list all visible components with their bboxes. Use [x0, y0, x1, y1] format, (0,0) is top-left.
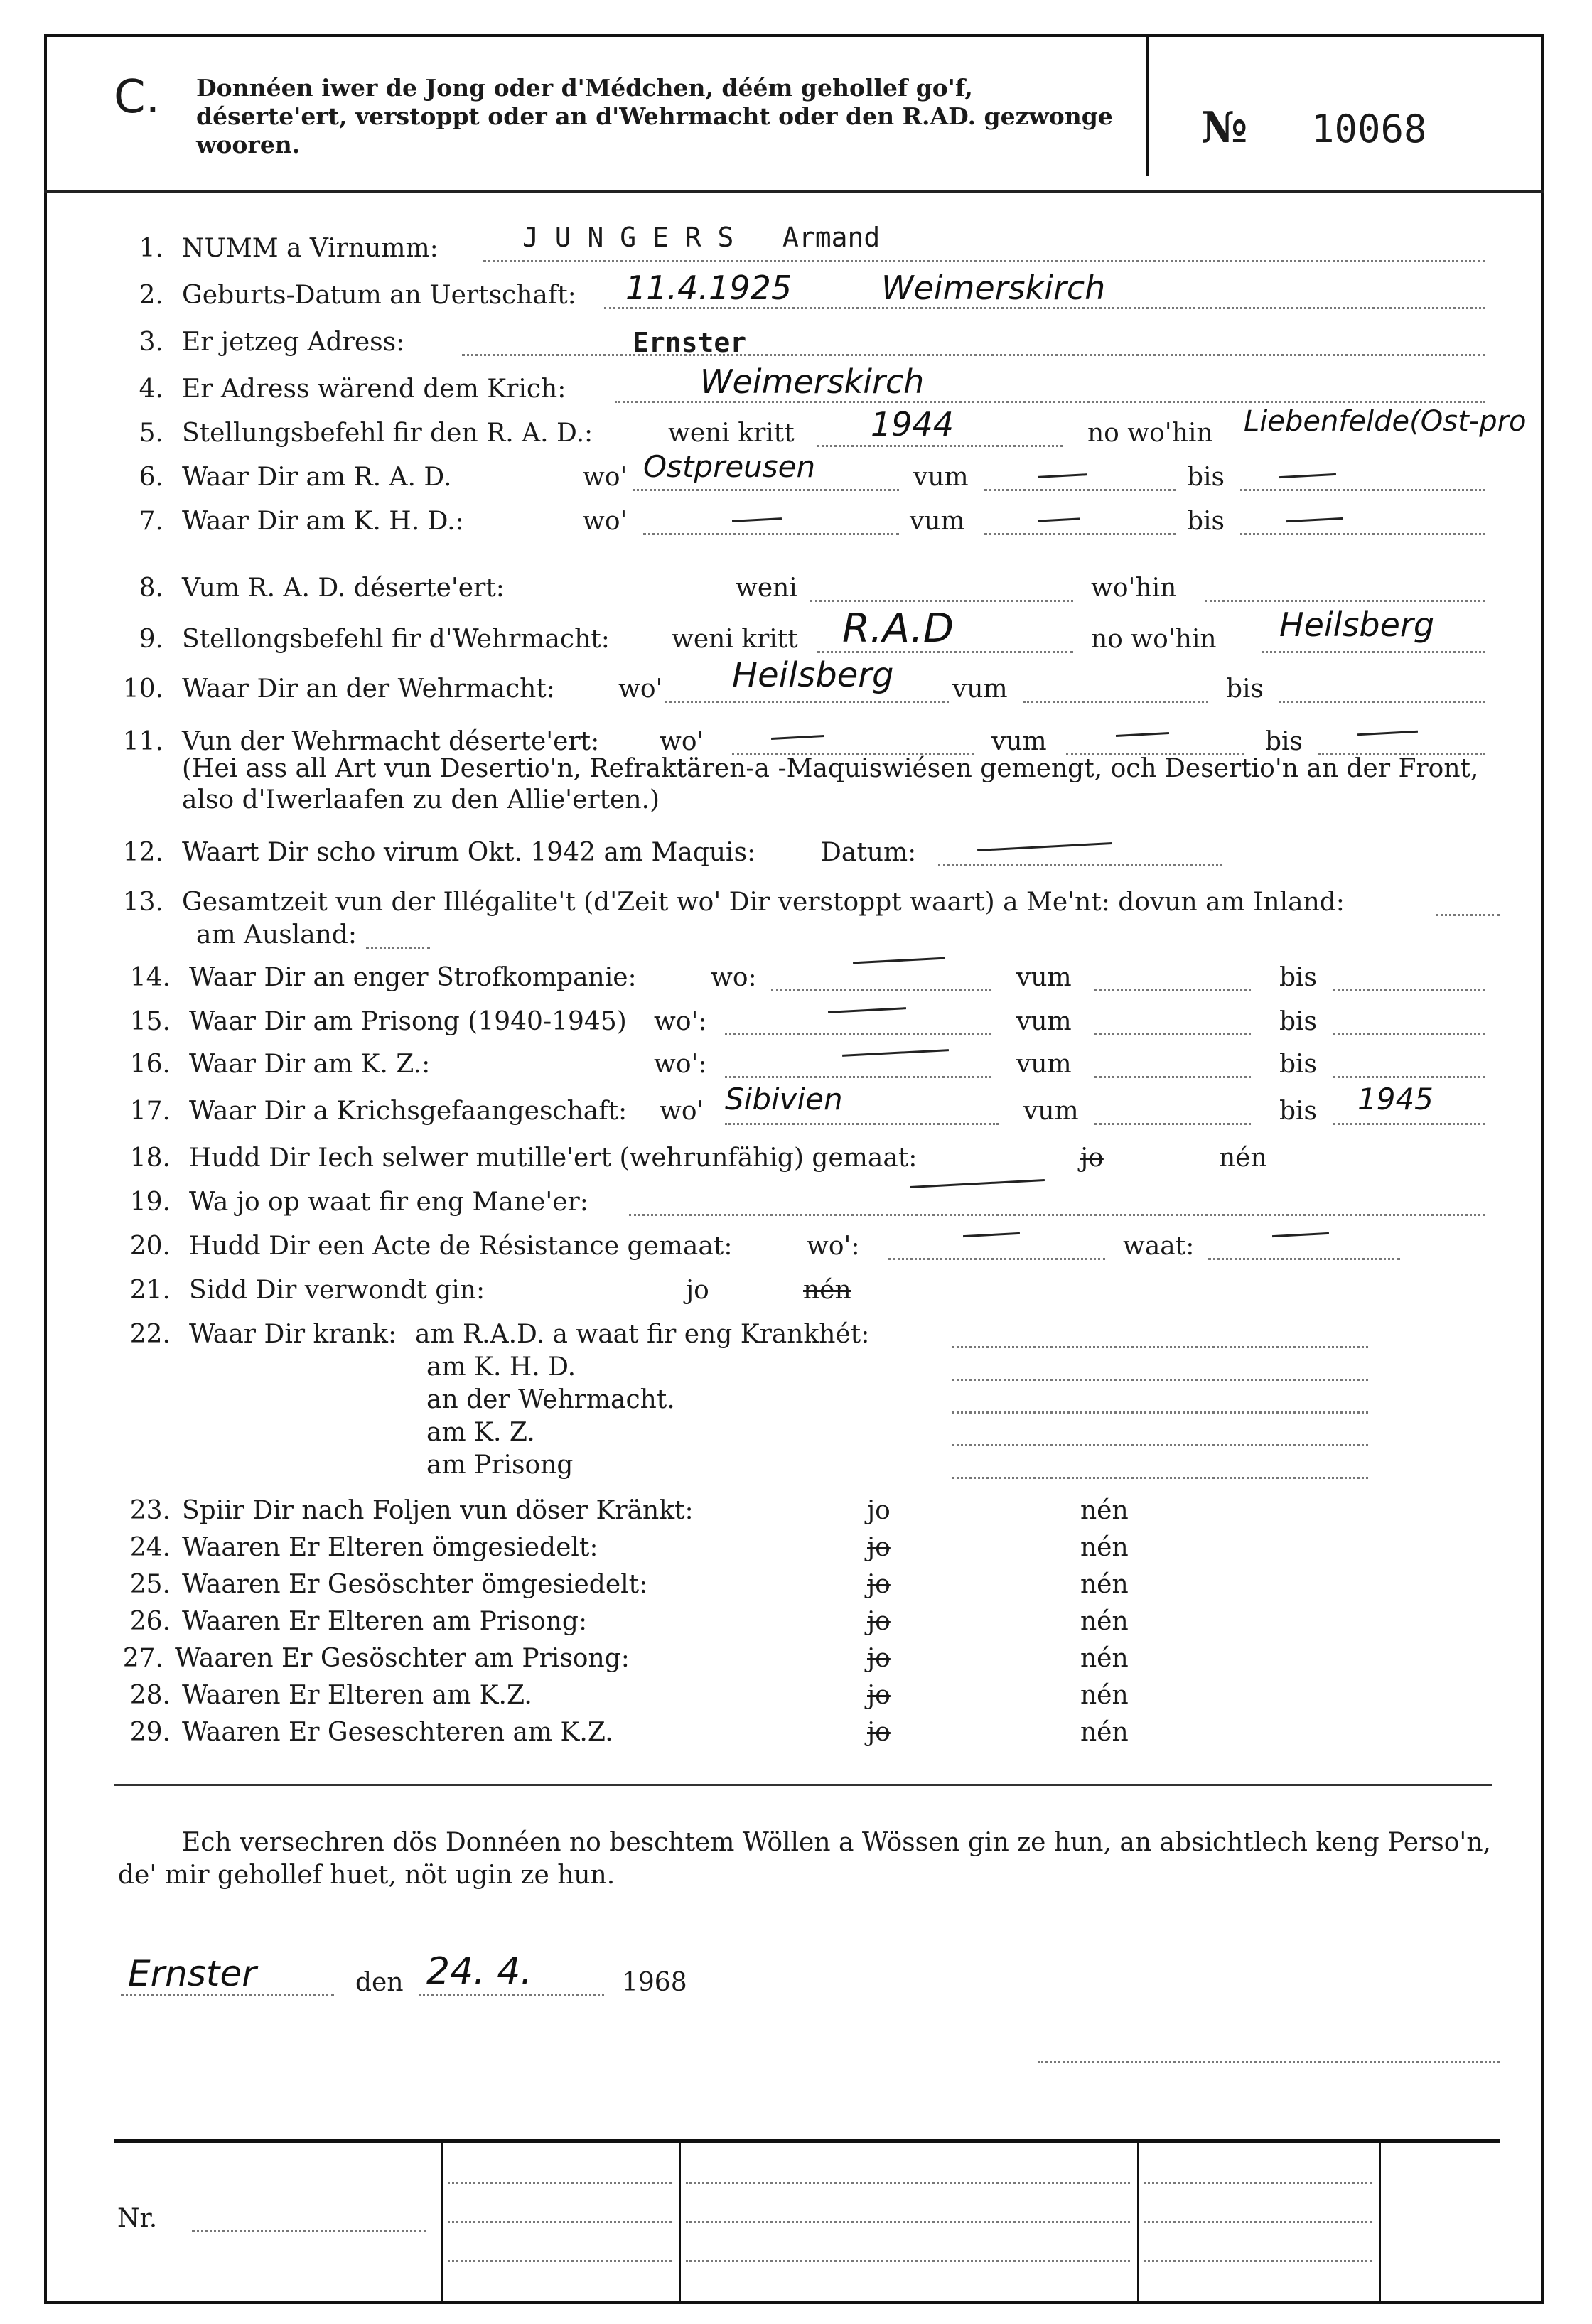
field-label: Waar Dir krank:: [189, 1320, 397, 1349]
field-sub-label: weni kritt: [672, 625, 798, 654]
field-sub-label: bis: [1187, 507, 1225, 536]
field-number: 19.: [129, 1188, 171, 1217]
answer-line: [1333, 1123, 1485, 1125]
field-label: Sidd Dir verwondt gin:: [189, 1276, 485, 1305]
footer-nr-line: [192, 2230, 426, 2232]
answer-line: [1094, 989, 1251, 991]
field-label: Waar Dir an der Wehrmacht:: [182, 674, 555, 704]
footer-nr-label: Nr.: [117, 2204, 158, 2233]
answer-pow-until: 1945: [1357, 1082, 1434, 1117]
option-jo: jo: [1080, 1144, 1104, 1173]
field-label: Spiir Dir nach Foljen vun döser Kränkt:: [182, 1496, 694, 1525]
footer-line: [1144, 2182, 1372, 2184]
field-sub-label: wo': [583, 507, 628, 536]
field-label: Stellungsbefehl fir den R. A. D.:: [182, 419, 593, 448]
footer-line: [686, 2182, 1130, 2184]
answer-line: [817, 445, 1063, 447]
field-sub-label: bis: [1226, 674, 1264, 704]
field-number: 8.: [139, 574, 163, 603]
answer-line: [938, 864, 1222, 866]
field-sub-label: wo':: [654, 1050, 707, 1079]
field-number: 20.: [129, 1232, 171, 1261]
field-number: 6.: [139, 463, 163, 492]
footer-column-divider: [441, 2139, 443, 2304]
field-sub-label: wo:: [711, 963, 757, 992]
field-number: 14.: [129, 963, 171, 992]
answer-address: Ernster: [633, 327, 747, 358]
footer-column-divider: [1379, 2139, 1381, 2304]
option-jo: jo: [686, 1276, 709, 1305]
header-rule: [44, 190, 1544, 193]
answer-line: [419, 1994, 604, 1996]
footer-rule: [114, 2139, 1500, 2143]
answer-line: [1333, 989, 1485, 991]
option-nen: nén: [1080, 1533, 1129, 1562]
field-number: 25.: [129, 1570, 171, 1599]
field-number: 3.: [139, 328, 163, 357]
option-nen: nén: [803, 1276, 851, 1305]
field-label: am Ausland:: [196, 920, 357, 949]
option-nen: nén: [1219, 1144, 1267, 1173]
field-sub-label: bis: [1279, 1097, 1318, 1126]
field-label: Waar Dir a Krichsgefaangeschaft:: [189, 1097, 628, 1126]
field-number: 2.: [139, 281, 163, 310]
field-sub-label: weni kritt: [668, 419, 795, 448]
answer-rad-dest: Liebenfelde(Ost-pro: [1244, 405, 1527, 438]
field-sub-label: waat:: [1123, 1232, 1195, 1261]
field-label: Waaren Er Elteren am Prisong:: [182, 1607, 588, 1636]
footer-line: [448, 2260, 672, 2262]
field-sub-label: vum: [1016, 1007, 1072, 1036]
field-number: 15.: [129, 1007, 171, 1036]
field-sub-label: wo': [660, 727, 704, 756]
answer-line: [725, 1076, 991, 1078]
footer-line: [1144, 2260, 1372, 2262]
answer-line: [952, 1477, 1368, 1479]
field-sub-label: wo':: [807, 1232, 860, 1261]
footer-line: [1144, 2221, 1372, 2223]
footer-column-divider: [1137, 2139, 1139, 2304]
footer-line: [448, 2182, 672, 2184]
footer-line: [448, 2221, 672, 2223]
number-symbol: №: [1201, 103, 1248, 153]
field-sub-label: no wo'hin: [1087, 419, 1213, 448]
answer-birth-place: Weimerskirch: [881, 269, 1106, 307]
field-number: 22.: [129, 1320, 171, 1349]
answer-line: [121, 1994, 334, 1996]
option-nen: nén: [1080, 1718, 1129, 1747]
field-number: 18.: [129, 1144, 171, 1173]
illness-sub-prisong: am Prisong: [426, 1451, 574, 1480]
field-number: 4.: [139, 375, 163, 404]
footer-column-divider: [679, 2139, 681, 2304]
field-sub-label: weni: [736, 574, 797, 603]
answer-line: [1094, 1033, 1251, 1035]
field-number: 17.: [129, 1097, 171, 1126]
field-label: Stellongsbefehl fir d'Wehrmacht:: [182, 625, 610, 654]
header-title: Donnéen iwer de Jong oder d'Médchen, déém gehollef go'f, déserte'ert, verstoppt oder an d'Wehrmacht oder den R.AD. gezwonge wooren.: [196, 74, 1113, 158]
answer-line: [952, 1346, 1368, 1348]
field-label: Waar Dir am K. Z.:: [189, 1050, 431, 1079]
field-sub-label: vum: [913, 463, 969, 492]
field-number: 5.: [139, 419, 163, 448]
answer-line: [810, 600, 1073, 602]
field-label: Gesamtzeit vun der Illégalite't (d'Zeit wo' Dir verstoppt waart) a Me'nt: dovun am Inland:: [182, 888, 1345, 917]
option-jo: jo: [867, 1644, 891, 1673]
field-label: Hudd Dir Iech selwer mutille'ert (wehrunfähig) gemaat:: [189, 1144, 918, 1173]
field-sub-label: bis: [1279, 1050, 1318, 1079]
field-number: 29.: [129, 1718, 171, 1747]
answer-line: [1094, 1076, 1251, 1078]
field-sub-label: vum: [910, 507, 965, 536]
answer-line: [633, 489, 899, 491]
answer-line: [643, 533, 899, 535]
answer-line: [952, 1379, 1368, 1381]
answer-line: [462, 354, 1485, 356]
field-sub-label: vum: [991, 727, 1047, 756]
signoff-date: 24. 4.: [426, 1950, 532, 1993]
field-number: 16.: [129, 1050, 171, 1079]
field-number: 23.: [129, 1496, 171, 1525]
field-label: Waaren Er Geseschteren am K.Z.: [182, 1718, 613, 1747]
field-number: 12.: [122, 838, 163, 867]
answer-line: [771, 989, 991, 991]
field-number: 28.: [129, 1681, 171, 1710]
signoff-den: den: [355, 1968, 404, 1997]
field-number: 10.: [122, 674, 163, 704]
field-label: Waar Dir am K. H. D.:: [182, 507, 464, 536]
field-label: Waar Dir an enger Strofkompanie:: [189, 963, 637, 992]
field-sub-label: Datum:: [821, 838, 917, 867]
field-number: 7.: [139, 507, 163, 536]
answer-line: [665, 701, 949, 703]
field-label: NUMM a Virnumm:: [182, 234, 439, 263]
field-sub-label: wo': [618, 674, 663, 704]
answer-pow-where: Sibivien: [725, 1082, 843, 1117]
answer-line: [1023, 701, 1208, 703]
answer-line: [725, 1033, 991, 1035]
answer-line: [1240, 489, 1485, 491]
answer-line: [1436, 914, 1500, 916]
field-sub-label: vum: [1016, 1050, 1072, 1079]
field-number: 13.: [122, 888, 163, 917]
answer-line: [1240, 533, 1485, 535]
field-sub-label: bis: [1187, 463, 1225, 492]
field-sub-label: vum: [1023, 1097, 1079, 1126]
answer-line: [984, 489, 1176, 491]
answer-line: [984, 533, 1176, 535]
option-nen: nén: [1080, 1607, 1129, 1636]
field-sub-label: wo': [660, 1097, 704, 1126]
field-number: 21.: [129, 1276, 171, 1305]
field-label: Waaren Er Gesöschter am Prisong:: [175, 1644, 630, 1673]
illness-sub-wehrmacht: an der Wehrmacht.: [426, 1385, 675, 1414]
option-jo: jo: [867, 1718, 891, 1747]
field-sub-label: no wo'hin: [1091, 625, 1217, 654]
option-nen: nén: [1080, 1570, 1129, 1599]
answer-line: [952, 1411, 1368, 1414]
answer-line: [615, 401, 1485, 403]
option-jo: jo: [867, 1681, 891, 1710]
answer-war-address: Weimerskirch: [700, 362, 925, 401]
field-sub-label: vum: [1016, 963, 1072, 992]
illness-sub-rad: am R.A.D. a waat fir eng Krankhét:: [415, 1320, 870, 1349]
footer-line: [686, 2221, 1130, 2223]
footer-line: [686, 2260, 1130, 2262]
field-label: Er Adress wärend dem Krich:: [182, 375, 566, 404]
field-label: Waaren Er Elteren ömgesiedelt:: [182, 1533, 598, 1562]
field-note: (Hei ass all Art vun Desertio'n, Refraktären-a -Maquiswiésen gemengt, och Desertio'n an der Front, also d'Iwerlaafen zu den Allie'erten.): [182, 754, 1479, 814]
field-number: 9.: [139, 625, 163, 654]
answer-line: [952, 1444, 1368, 1446]
form-number: 10068: [1311, 107, 1427, 151]
field-label: Hudd Dir een Acte de Résistance gemaat:: [189, 1232, 733, 1261]
answer-birth-date: 11.4.1925: [625, 269, 792, 307]
signature-line: [1038, 2061, 1500, 2063]
field-sub-label: vum: [952, 674, 1008, 704]
field-label: Vun der Wehrmacht déserte'ert:: [182, 727, 600, 756]
answer-rad-date: 1944: [871, 405, 954, 443]
field-label: Vum R. A. D. déserte'ert:: [182, 574, 505, 603]
signoff-year: 1968: [622, 1968, 687, 1997]
illness-sub-khd: am K. H. D.: [426, 1352, 576, 1382]
answer-wehr-order: R.A.D: [842, 606, 954, 652]
answer-rad-where: Ostpreusen: [643, 449, 816, 484]
answer-line: [1333, 1076, 1485, 1078]
option-nen: nén: [1080, 1644, 1129, 1673]
answer-line: [1094, 1123, 1251, 1125]
answer-name: J U N G E R S Armand: [522, 222, 881, 253]
illness-sub-kz: am K. Z.: [426, 1418, 535, 1447]
answer-wehr-where: Heilsberg: [732, 655, 894, 695]
field-number: 27.: [122, 1644, 163, 1673]
answer-line: [725, 1123, 999, 1125]
field-sub-label: bis: [1265, 727, 1303, 756]
field-sub-label: wo'hin: [1091, 574, 1177, 603]
answer-line: [1333, 1033, 1485, 1035]
signoff-place: Ernster: [128, 1953, 257, 1994]
field-sub-label: bis: [1279, 1007, 1318, 1036]
field-label: Waaren Er Elteren am K.Z.: [182, 1681, 532, 1710]
answer-line: [1208, 1258, 1400, 1260]
answer-line: [888, 1258, 1105, 1260]
field-label: Wa jo op waat fir eng Mane'er:: [189, 1188, 588, 1217]
option-jo: jo: [867, 1607, 891, 1636]
answer-line: [1205, 600, 1485, 602]
field-number: 1.: [139, 234, 163, 263]
declaration-text: Ech versechren dös Donnéen no beschtem Wöllen a Wössen gin ze hun, an absichtlech keng Perso'n, de' mir gehollef huet, nöt ugin ze hun.: [118, 1828, 1491, 1890]
section-separator: [114, 1784, 1492, 1786]
field-label: Er jetzeg Adress:: [182, 328, 405, 357]
header-divider: [1146, 34, 1149, 176]
answer-line: [604, 307, 1485, 309]
field-label: Waaren Er Gesöschter ömgesiedelt:: [182, 1570, 648, 1599]
field-sub-label: bis: [1279, 963, 1318, 992]
field-label: Waar Dir am Prisong (1940-1945): [189, 1007, 627, 1036]
option-nen: nén: [1080, 1496, 1129, 1525]
answer-wehr-dest: Heilsberg: [1279, 606, 1435, 644]
field-label: Geburts-Datum an Uertschaft:: [182, 281, 576, 310]
option-nen: nén: [1080, 1681, 1129, 1710]
field-number: 11.: [122, 727, 163, 756]
field-sub-label: wo': [583, 463, 628, 492]
option-jo: jo: [867, 1496, 891, 1525]
answer-line: [1262, 651, 1485, 653]
field-label: Waart Dir scho virum Okt. 1942 am Maquis:: [182, 838, 756, 867]
option-jo: jo: [867, 1533, 891, 1562]
field-sub-label: wo':: [654, 1007, 707, 1036]
field-number: 26.: [129, 1607, 171, 1636]
answer-line: [483, 260, 1485, 262]
section-letter: C.: [114, 71, 161, 124]
field-label: Waar Dir am R. A. D.: [182, 463, 452, 492]
answer-line: [366, 947, 430, 949]
answer-line: [1279, 701, 1485, 703]
answer-line: [629, 1214, 1485, 1216]
field-number: 24.: [129, 1533, 171, 1562]
option-jo: jo: [867, 1570, 891, 1599]
